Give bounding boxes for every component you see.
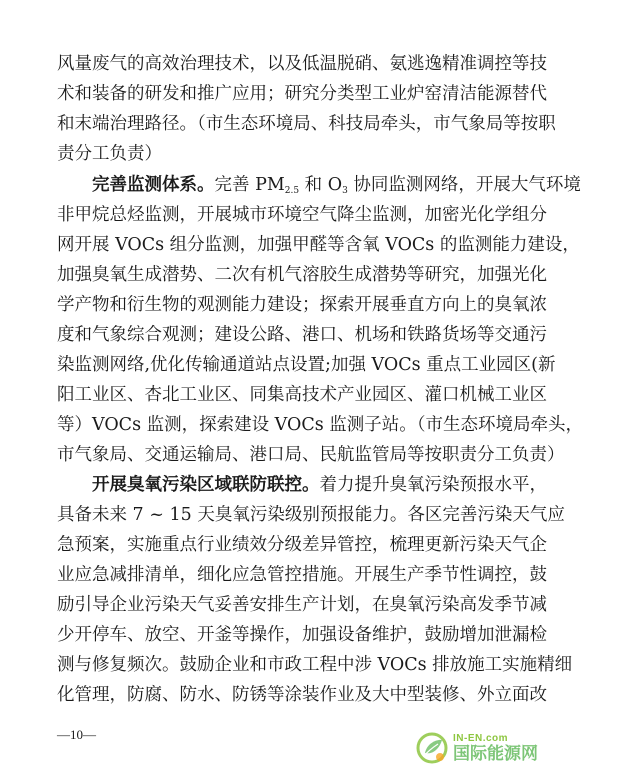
text-line: 风量废气的高效治理技术，以及低温脱硝、氨逃逸精准调控等技 — [57, 54, 547, 74]
text-line: 学产物和衍生物的观测能力建设；探索开展垂直方向上的臭氧浓 — [57, 295, 547, 315]
text-line: 少开停车、放空、开釜等操作，加强设备维护，鼓励增加泄漏检 — [57, 625, 547, 645]
text-line: 化管理，防腐、防水、防锈等涂装作业及大中型装修、外立面改 — [57, 685, 547, 705]
text-line: 网开展 VOCs 组分监测，加强甲醛等含氧 VOCs 的监测能力建设， — [57, 235, 580, 255]
text-span: 完善 PM — [214, 175, 285, 195]
text-line: 非甲烷总烃监测，开展城市环境空气降尘监测，加密光化学组分 — [57, 205, 547, 225]
text-line: 加强臭氧生成潜势、二次有机气溶胶生成潜势等研究，加强光化 — [57, 265, 547, 285]
text-line: 具备未来 7 ~ 15 天臭氧污染级别预报能力。各区完善污染天气应 — [57, 505, 565, 525]
watermark-site: IN-EN.com — [453, 732, 509, 744]
text-line: 责分工负责） — [57, 144, 162, 164]
watermark-name: 国际能源网 — [453, 743, 538, 764]
leaf-logo-icon — [415, 731, 449, 765]
section-heading-monitoring: 完善监测体系。 — [92, 175, 215, 195]
subscript: 3 — [342, 186, 348, 196]
text-line: 励引导企业污染天气妥善安排生产计划，在臭氧污染高发季节减 — [57, 595, 547, 615]
text-span: 着力提升臭氧污染预报水平， — [319, 475, 547, 495]
text-span: 和 O — [299, 175, 343, 195]
text-line: 急预案，实施重点行业绩效分级差异管控，梳理更新污染天气企 — [57, 535, 547, 555]
text-line: 业应急减排清单，细化应急管控措施。开展生产季节性调控，鼓 — [57, 565, 547, 585]
watermark — [415, 731, 538, 765]
text-line: 阳工业区、杏北工业区、同集高技术产业园区、灌口机械工业区 — [57, 385, 547, 405]
text-line: 和末端治理路径。（市生态环境局、科技局牵头，市气象局等按职 — [57, 114, 556, 134]
text-line: 度和气象综合观测；建设公路、港口、机场和铁路货场等交通污 — [57, 325, 547, 345]
subscript: 2.5 — [284, 186, 300, 196]
text-line: 染监测网络,优化传输通道站点设置;加强 VOCs 重点工业园区(新 — [57, 355, 556, 375]
text-line: 等）VOCs 监测，探索建设 VOCs 监测子站。（市生态环境局牵头， — [57, 415, 584, 435]
text-line: 术和装备的研发和推广应用；研究分类型工业炉窑清洁能源替代 — [57, 84, 547, 104]
text-span: 协同监测网络，开展大气环境 — [347, 175, 581, 195]
paragraph-first-line — [92, 473, 638, 497]
paragraph-first-line — [92, 173, 581, 197]
page-number: —10— — [57, 727, 96, 742]
text-line: 市气象局、交通运输局、港口局、民航监管局等按职责分工负责） — [57, 445, 565, 465]
section-heading-ozone: 开展臭氧污染区域联防联控。 — [92, 475, 320, 495]
text-line: 测与修复频次。鼓励企业和市政工程中涉 VOCs 排放施工实施精细 — [57, 655, 573, 675]
